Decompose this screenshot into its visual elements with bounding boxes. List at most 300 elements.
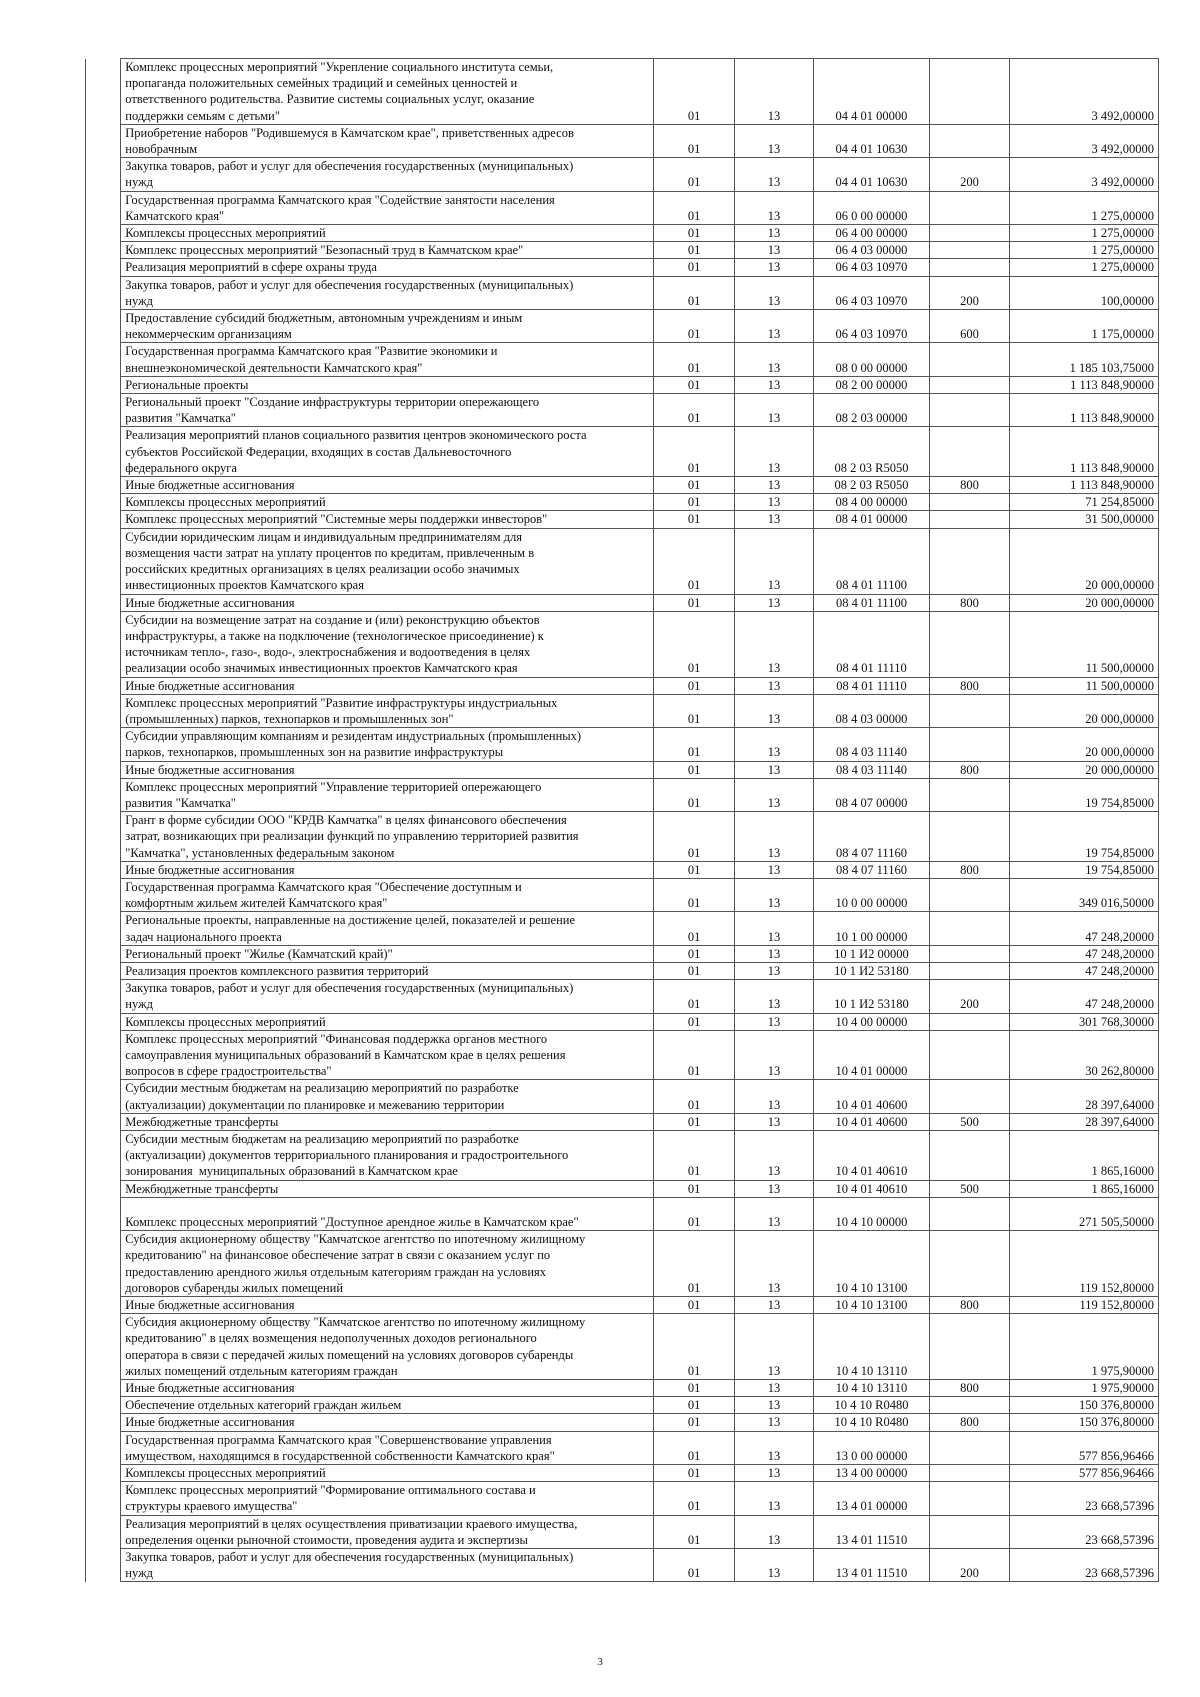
table-row [86, 1397, 1159, 1414]
table-row [86, 1013, 1159, 1030]
section-code: 01 [654, 1482, 734, 1515]
left-margin-cell [86, 594, 121, 611]
left-margin-cell [86, 812, 121, 862]
expense-item-name: Закупка товаров, работ и услуг для обеспечения государственных (муниципальных) нужд [121, 980, 654, 1013]
amount-value: 1 275,00000 [1010, 242, 1159, 259]
section-code: 01 [654, 343, 734, 376]
target-article-code: 10 4 01 00000 [814, 1030, 930, 1080]
left-margin-cell [86, 225, 121, 242]
target-article-code: 10 4 00 00000 [814, 1013, 930, 1030]
amount-value: 47 248,20000 [1010, 962, 1159, 979]
amount-value: 71 254,85000 [1010, 494, 1159, 511]
table-row [86, 1197, 1159, 1230]
expense-type-code: 800 [929, 1414, 1009, 1431]
expense-item-name: Приобретение наборов "Родившемуся в Камчатском крае", приветственных адресов новобрачным [121, 124, 654, 157]
amount-value: 119 152,80000 [1010, 1231, 1159, 1297]
left-margin-cell [86, 694, 121, 727]
expense-type-code: 800 [929, 761, 1009, 778]
subsection-code: 13 [734, 594, 813, 611]
amount-value: 31 500,00000 [1010, 511, 1159, 528]
expense-item-name: Комплекс процессных мероприятий "Доступное арендное жилье в Камчатском крае" [121, 1197, 654, 1230]
amount-value: 150 376,80000 [1010, 1397, 1159, 1414]
expense-type-code [929, 1231, 1009, 1297]
target-article-code: 10 4 10 00000 [814, 1197, 930, 1230]
expense-item-name: Комплекс процессных мероприятий "Финансовая поддержка органов местного самоуправления муниципальных образований в Камчатском крае в целях решения вопросов в сфере градостроительства" [121, 1030, 654, 1080]
expense-item-name: Реализация мероприятий в сфере охраны труда [121, 259, 654, 276]
section-code: 01 [654, 1113, 734, 1130]
section-code: 01 [654, 1131, 734, 1181]
amount-value: 3 492,00000 [1010, 124, 1159, 157]
amount-value: 28 397,64000 [1010, 1080, 1159, 1113]
table-row [86, 1549, 1159, 1582]
subsection-code: 13 [734, 677, 813, 694]
section-code: 01 [654, 310, 734, 343]
target-article-code: 08 4 01 11110 [814, 677, 930, 694]
subsection-code: 13 [734, 1080, 813, 1113]
table-row [86, 1180, 1159, 1197]
table-body [86, 59, 1159, 1582]
amount-value: 28 397,64000 [1010, 1113, 1159, 1130]
section-code: 01 [654, 1013, 734, 1030]
table-row [86, 124, 1159, 157]
expense-item-name: Субсидии на возмещение затрат на создание и (или) реконструкцию объектов инфраструктуры, а также на подключение (технологическое присоединение) к источникам тепло-, газо-, водо-, электроснабжения и водоотведения в целях реализации особо значимых инвестиционных проектов Камчатского края [121, 611, 654, 677]
target-article-code: 06 4 03 00000 [814, 242, 930, 259]
target-article-code: 08 4 01 11100 [814, 528, 930, 594]
left-margin-cell [86, 242, 121, 259]
expense-type-code: 500 [929, 1180, 1009, 1197]
table-row [86, 945, 1159, 962]
target-article-code: 06 4 03 10970 [814, 310, 930, 343]
table-row [86, 728, 1159, 761]
target-article-code: 10 1 И2 53180 [814, 980, 930, 1013]
amount-value: 19 754,85000 [1010, 812, 1159, 862]
target-article-code: 10 4 10 13110 [814, 1314, 930, 1380]
target-article-code: 08 4 07 11160 [814, 861, 930, 878]
expense-type-code [929, 1515, 1009, 1548]
left-margin-cell [86, 158, 121, 191]
expense-type-code [929, 124, 1009, 157]
subsection-code: 13 [734, 124, 813, 157]
subsection-code: 13 [734, 343, 813, 376]
section-code: 01 [654, 1180, 734, 1197]
expense-type-code [929, 494, 1009, 511]
section-code: 01 [654, 494, 734, 511]
section-code: 01 [654, 528, 734, 594]
left-margin-cell [86, 124, 121, 157]
amount-value: 19 754,85000 [1010, 861, 1159, 878]
subsection-code: 13 [734, 1131, 813, 1181]
table-row [86, 1515, 1159, 1548]
subsection-code: 13 [734, 1482, 813, 1515]
expense-type-code [929, 728, 1009, 761]
section-code: 01 [654, 259, 734, 276]
subsection-code: 13 [734, 511, 813, 528]
left-margin-cell [86, 912, 121, 945]
expense-item-name: Комплексы процессных мероприятий [121, 494, 654, 511]
target-article-code: 08 4 07 11160 [814, 812, 930, 862]
expense-item-name: Комплекс процессных мероприятий "Укрепление социального института семьи, пропаганда положительных семейных традиций и семейных ценностей и ответственного родительства. Развитие системы социальных услуг, оказание поддержки семьям с детьми" [121, 59, 654, 125]
expense-type-code [929, 1397, 1009, 1414]
table-row [86, 225, 1159, 242]
amount-value: 30 262,80000 [1010, 1030, 1159, 1080]
expense-item-name: Субсидии местным бюджетам на реализацию мероприятий по разработке (актуализации) документации по планировке и межеванию территории [121, 1080, 654, 1113]
subsection-code: 13 [734, 191, 813, 224]
section-code: 01 [654, 878, 734, 911]
expense-item-name: Иные бюджетные ассигнования [121, 477, 654, 494]
page-number: 3 [597, 1656, 603, 1668]
left-margin-cell [86, 1197, 121, 1230]
expense-type-code [929, 1314, 1009, 1380]
section-code: 01 [654, 778, 734, 811]
table-row [86, 191, 1159, 224]
amount-value: 1 175,00000 [1010, 310, 1159, 343]
table-row [86, 158, 1159, 191]
target-article-code: 10 4 01 40600 [814, 1113, 930, 1130]
table-row [86, 677, 1159, 694]
left-margin-cell [86, 861, 121, 878]
expense-type-code [929, 694, 1009, 727]
table-row [86, 878, 1159, 911]
amount-value: 1 113 848,90000 [1010, 394, 1159, 427]
amount-value: 349 016,50000 [1010, 878, 1159, 911]
subsection-code: 13 [734, 394, 813, 427]
subsection-code: 13 [734, 912, 813, 945]
target-article-code: 08 2 03 00000 [814, 394, 930, 427]
left-margin-cell [86, 1180, 121, 1197]
left-margin-cell [86, 1549, 121, 1582]
expense-type-code [929, 376, 1009, 393]
section-code: 01 [654, 980, 734, 1013]
amount-value: 1 275,00000 [1010, 191, 1159, 224]
target-article-code: 10 1 00 00000 [814, 912, 930, 945]
amount-value: 23 668,57396 [1010, 1482, 1159, 1515]
expense-type-code [929, 528, 1009, 594]
expense-item-name: Иные бюджетные ассигнования [121, 677, 654, 694]
section-code: 01 [654, 1414, 734, 1431]
budget-document-page [85, 58, 1159, 1582]
subsection-code: 13 [734, 1314, 813, 1380]
subsection-code: 13 [734, 225, 813, 242]
target-article-code: 13 4 00 00000 [814, 1465, 930, 1482]
subsection-code: 13 [734, 1180, 813, 1197]
section-code: 01 [654, 1465, 734, 1482]
expense-item-name: Иные бюджетные ассигнования [121, 761, 654, 778]
left-margin-cell [86, 259, 121, 276]
section-code: 01 [654, 124, 734, 157]
amount-value: 1 113 848,90000 [1010, 376, 1159, 393]
section-code: 01 [654, 728, 734, 761]
section-code: 01 [654, 1397, 734, 1414]
expense-item-name: Субсидии местным бюджетам на реализацию мероприятий по разработке (актуализации) документов территориального планирования и градостроительного зонирования муниципальных образований в Камчатском крае [121, 1131, 654, 1181]
subsection-code: 13 [734, 945, 813, 962]
table-row [86, 761, 1159, 778]
amount-value: 23 668,57396 [1010, 1549, 1159, 1582]
target-article-code: 06 4 03 10970 [814, 276, 930, 309]
expense-type-code [929, 427, 1009, 477]
section-code: 01 [654, 962, 734, 979]
section-code: 01 [654, 427, 734, 477]
section-code: 01 [654, 694, 734, 727]
target-article-code: 08 4 03 11140 [814, 728, 930, 761]
expense-type-code: 800 [929, 477, 1009, 494]
expense-type-code [929, 962, 1009, 979]
left-margin-cell [86, 310, 121, 343]
expense-type-code [929, 242, 1009, 259]
amount-value: 1 975,90000 [1010, 1314, 1159, 1380]
table-row [86, 980, 1159, 1013]
left-margin-cell [86, 728, 121, 761]
target-article-code: 08 4 01 00000 [814, 511, 930, 528]
budget-allocation-table [85, 58, 1159, 1582]
table-row [86, 1431, 1159, 1464]
expense-item-name: Межбюджетные трансферты [121, 1180, 654, 1197]
subsection-code: 13 [734, 611, 813, 677]
expense-item-name: Межбюджетные трансферты [121, 1113, 654, 1130]
target-article-code: 08 4 00 00000 [814, 494, 930, 511]
table-row [86, 511, 1159, 528]
amount-value: 20 000,00000 [1010, 594, 1159, 611]
table-row [86, 1080, 1159, 1113]
left-margin-cell [86, 1465, 121, 1482]
expense-item-name: Обеспечение отдельных категорий граждан жильем [121, 1397, 654, 1414]
subsection-code: 13 [734, 1515, 813, 1548]
subsection-code: 13 [734, 242, 813, 259]
expense-item-name: Комплекс процессных мероприятий "Безопасный труд в Камчатском крае" [121, 242, 654, 259]
expense-item-name: Закупка товаров, работ и услуг для обеспечения государственных (муниципальных) нужд [121, 276, 654, 309]
subsection-code: 13 [734, 1113, 813, 1130]
left-margin-cell [86, 394, 121, 427]
subsection-code: 13 [734, 528, 813, 594]
left-margin-cell [86, 761, 121, 778]
section-code: 01 [654, 225, 734, 242]
amount-value: 1 113 848,90000 [1010, 477, 1159, 494]
table-row [86, 59, 1159, 125]
subsection-code: 13 [734, 477, 813, 494]
table-row [86, 1297, 1159, 1314]
expense-type-code [929, 945, 1009, 962]
subsection-code: 13 [734, 1431, 813, 1464]
target-article-code: 10 1 И2 00000 [814, 945, 930, 962]
table-row [86, 310, 1159, 343]
table-row [86, 343, 1159, 376]
left-margin-cell [86, 1515, 121, 1548]
expense-type-code: 200 [929, 276, 1009, 309]
target-article-code: 04 4 01 10630 [814, 158, 930, 191]
expense-type-code [929, 511, 1009, 528]
left-margin-cell [86, 1297, 121, 1314]
expense-item-name: Иные бюджетные ассигнования [121, 594, 654, 611]
subsection-code: 13 [734, 1297, 813, 1314]
expense-type-code [929, 59, 1009, 125]
expense-item-name: Комплексы процессных мероприятий [121, 1465, 654, 1482]
amount-value: 301 768,30000 [1010, 1013, 1159, 1030]
target-article-code: 10 0 00 00000 [814, 878, 930, 911]
target-article-code: 13 4 01 11510 [814, 1549, 930, 1582]
expense-type-code [929, 225, 1009, 242]
expense-item-name: Региональные проекты, направленные на достижение целей, показателей и решение задач национального проекта [121, 912, 654, 945]
section-code: 01 [654, 1197, 734, 1230]
expense-item-name: Государственная программа Камчатского края "Развитие экономики и внешнеэкономической деятельности Камчатского края" [121, 343, 654, 376]
expense-type-code [929, 343, 1009, 376]
section-code: 01 [654, 594, 734, 611]
subsection-code: 13 [734, 694, 813, 727]
amount-value: 20 000,00000 [1010, 528, 1159, 594]
expense-type-code: 200 [929, 1549, 1009, 1582]
expense-item-name: Иные бюджетные ассигнования [121, 1380, 654, 1397]
table-row [86, 242, 1159, 259]
left-margin-cell [86, 511, 121, 528]
subsection-code: 13 [734, 1030, 813, 1080]
table-row [86, 1113, 1159, 1130]
expense-item-name: Закупка товаров, работ и услуг для обеспечения государственных (муниципальных) нужд [121, 1549, 654, 1582]
expense-type-code: 600 [929, 310, 1009, 343]
subsection-code: 13 [734, 1231, 813, 1297]
left-margin-cell [86, 494, 121, 511]
left-margin-cell [86, 962, 121, 979]
subsection-code: 13 [734, 1197, 813, 1230]
expense-type-code [929, 812, 1009, 862]
subsection-code: 13 [734, 1013, 813, 1030]
expense-type-code [929, 1013, 1009, 1030]
expense-item-name: Комплексы процессных мероприятий [121, 1013, 654, 1030]
expense-item-name: Региональные проекты [121, 376, 654, 393]
subsection-code: 13 [734, 878, 813, 911]
left-margin-cell [86, 1431, 121, 1464]
left-margin-cell [86, 59, 121, 125]
expense-type-code: 200 [929, 980, 1009, 1013]
table-row [86, 494, 1159, 511]
target-article-code: 10 4 01 40600 [814, 1080, 930, 1113]
amount-value: 1 275,00000 [1010, 259, 1159, 276]
amount-value: 20 000,00000 [1010, 694, 1159, 727]
subsection-code: 13 [734, 861, 813, 878]
section-code: 01 [654, 511, 734, 528]
left-margin-cell [86, 1030, 121, 1080]
table-row [86, 1414, 1159, 1431]
expense-type-code [929, 191, 1009, 224]
section-code: 01 [654, 1549, 734, 1582]
expense-item-name: Региональный проект "Жилье (Камчатский край)" [121, 945, 654, 962]
amount-value: 1 865,16000 [1010, 1180, 1159, 1197]
target-article-code: 06 0 00 00000 [814, 191, 930, 224]
section-code: 01 [654, 912, 734, 945]
expense-type-code: 800 [929, 861, 1009, 878]
target-article-code: 10 4 01 40610 [814, 1131, 930, 1181]
table-row [86, 1482, 1159, 1515]
amount-value: 1 275,00000 [1010, 225, 1159, 242]
subsection-code: 13 [734, 494, 813, 511]
left-margin-cell [86, 778, 121, 811]
section-code: 01 [654, 1030, 734, 1080]
left-margin-cell [86, 376, 121, 393]
expense-item-name: Комплекс процессных мероприятий "Управление территорией опережающего развития "Камчатка" [121, 778, 654, 811]
left-margin-cell [86, 1380, 121, 1397]
subsection-code: 13 [734, 778, 813, 811]
amount-value: 3 492,00000 [1010, 158, 1159, 191]
section-code: 01 [654, 677, 734, 694]
amount-value: 1 975,90000 [1010, 1380, 1159, 1397]
table-row [86, 528, 1159, 594]
table-row [86, 861, 1159, 878]
left-margin-cell [86, 343, 121, 376]
expense-type-code [929, 1482, 1009, 1515]
left-margin-cell [86, 528, 121, 594]
expense-item-name: Реализация мероприятий планов социального развития центров экономического роста субъектов Российской Федерации, входящих в состав Дальневосточного федерального округа [121, 427, 654, 477]
table-row [86, 1231, 1159, 1297]
subsection-code: 13 [734, 259, 813, 276]
expense-item-name: Комплекс процессных мероприятий "Развитие инфраструктуры индустриальных (промышленных) парков, технопарков и промышленных зон" [121, 694, 654, 727]
subsection-code: 13 [734, 761, 813, 778]
target-article-code: 10 4 10 13100 [814, 1231, 930, 1297]
left-margin-cell [86, 945, 121, 962]
expense-type-code [929, 1080, 1009, 1113]
expense-type-code [929, 1197, 1009, 1230]
left-margin-cell [86, 878, 121, 911]
amount-value: 11 500,00000 [1010, 611, 1159, 677]
section-code: 01 [654, 945, 734, 962]
section-code: 01 [654, 394, 734, 427]
subsection-code: 13 [734, 1549, 813, 1582]
amount-value: 150 376,80000 [1010, 1414, 1159, 1431]
amount-value: 1 113 848,90000 [1010, 427, 1159, 477]
subsection-code: 13 [734, 427, 813, 477]
amount-value: 119 152,80000 [1010, 1297, 1159, 1314]
expense-item-name: Субсидия акционерному обществу "Камчатское агентство по ипотечному жилищному кредитованию" на финансовое обеспечение затрат в связи с оказанием услуг по предоставлению арендного жилья отдельным категориям граждан на условиях договоров субаренды жилых помещений [121, 1231, 654, 1297]
left-margin-cell [86, 477, 121, 494]
amount-value: 23 668,57396 [1010, 1515, 1159, 1548]
subsection-code: 13 [734, 1380, 813, 1397]
expense-item-name: Иные бюджетные ассигнования [121, 861, 654, 878]
expense-item-name: Субсидия акционерному обществу "Камчатское агентство по ипотечному жилищному кредитованию" в целях возмещения недополученных доходов регионального оператора в связи с передачей жилых помещений на условиях договоров субаренды жилых помещений отдельным категориям граждан [121, 1314, 654, 1380]
table-row [86, 611, 1159, 677]
table-row [86, 1131, 1159, 1181]
target-article-code: 10 1 И2 53180 [814, 962, 930, 979]
expense-type-code [929, 1431, 1009, 1464]
expense-item-name: Реализация мероприятий в целях осуществления приватизации краевого имущества, определения оценки рыночной стоимости, проведения аудита и экспертизы [121, 1515, 654, 1548]
left-margin-cell [86, 980, 121, 1013]
target-article-code: 04 4 01 10630 [814, 124, 930, 157]
section-code: 01 [654, 1380, 734, 1397]
target-article-code: 08 0 00 00000 [814, 343, 930, 376]
target-article-code: 04 4 01 00000 [814, 59, 930, 125]
left-margin-cell [86, 1314, 121, 1380]
expense-type-code: 200 [929, 158, 1009, 191]
amount-value: 3 492,00000 [1010, 59, 1159, 125]
target-article-code: 10 4 01 40610 [814, 1180, 930, 1197]
expense-item-name: Грант в форме субсидии ООО "КРДВ Камчатка" в целях финансового обеспечения затрат, возникающих при реализации функций по управлению территорией развития "Камчатка", установленных федеральным законом [121, 812, 654, 862]
subsection-code: 13 [734, 728, 813, 761]
expense-type-code [929, 611, 1009, 677]
table-row [86, 812, 1159, 862]
expense-type-code: 500 [929, 1113, 1009, 1130]
section-code: 01 [654, 191, 734, 224]
expense-type-code [929, 1131, 1009, 1181]
table-row [86, 1030, 1159, 1080]
left-margin-cell [86, 1482, 121, 1515]
section-code: 01 [654, 611, 734, 677]
table-row [86, 912, 1159, 945]
left-margin-cell [86, 611, 121, 677]
expense-type-code [929, 1465, 1009, 1482]
target-article-code: 13 4 01 00000 [814, 1482, 930, 1515]
left-margin-cell [86, 427, 121, 477]
amount-value: 11 500,00000 [1010, 677, 1159, 694]
table-row [86, 594, 1159, 611]
expense-type-code [929, 394, 1009, 427]
section-code: 01 [654, 242, 734, 259]
expense-item-name: Субсидии управляющим компаниям и резидентам индустриальных (промышленных) парков, технопарков, промышленных зон на развитие инфраструктуры [121, 728, 654, 761]
table-row [86, 778, 1159, 811]
